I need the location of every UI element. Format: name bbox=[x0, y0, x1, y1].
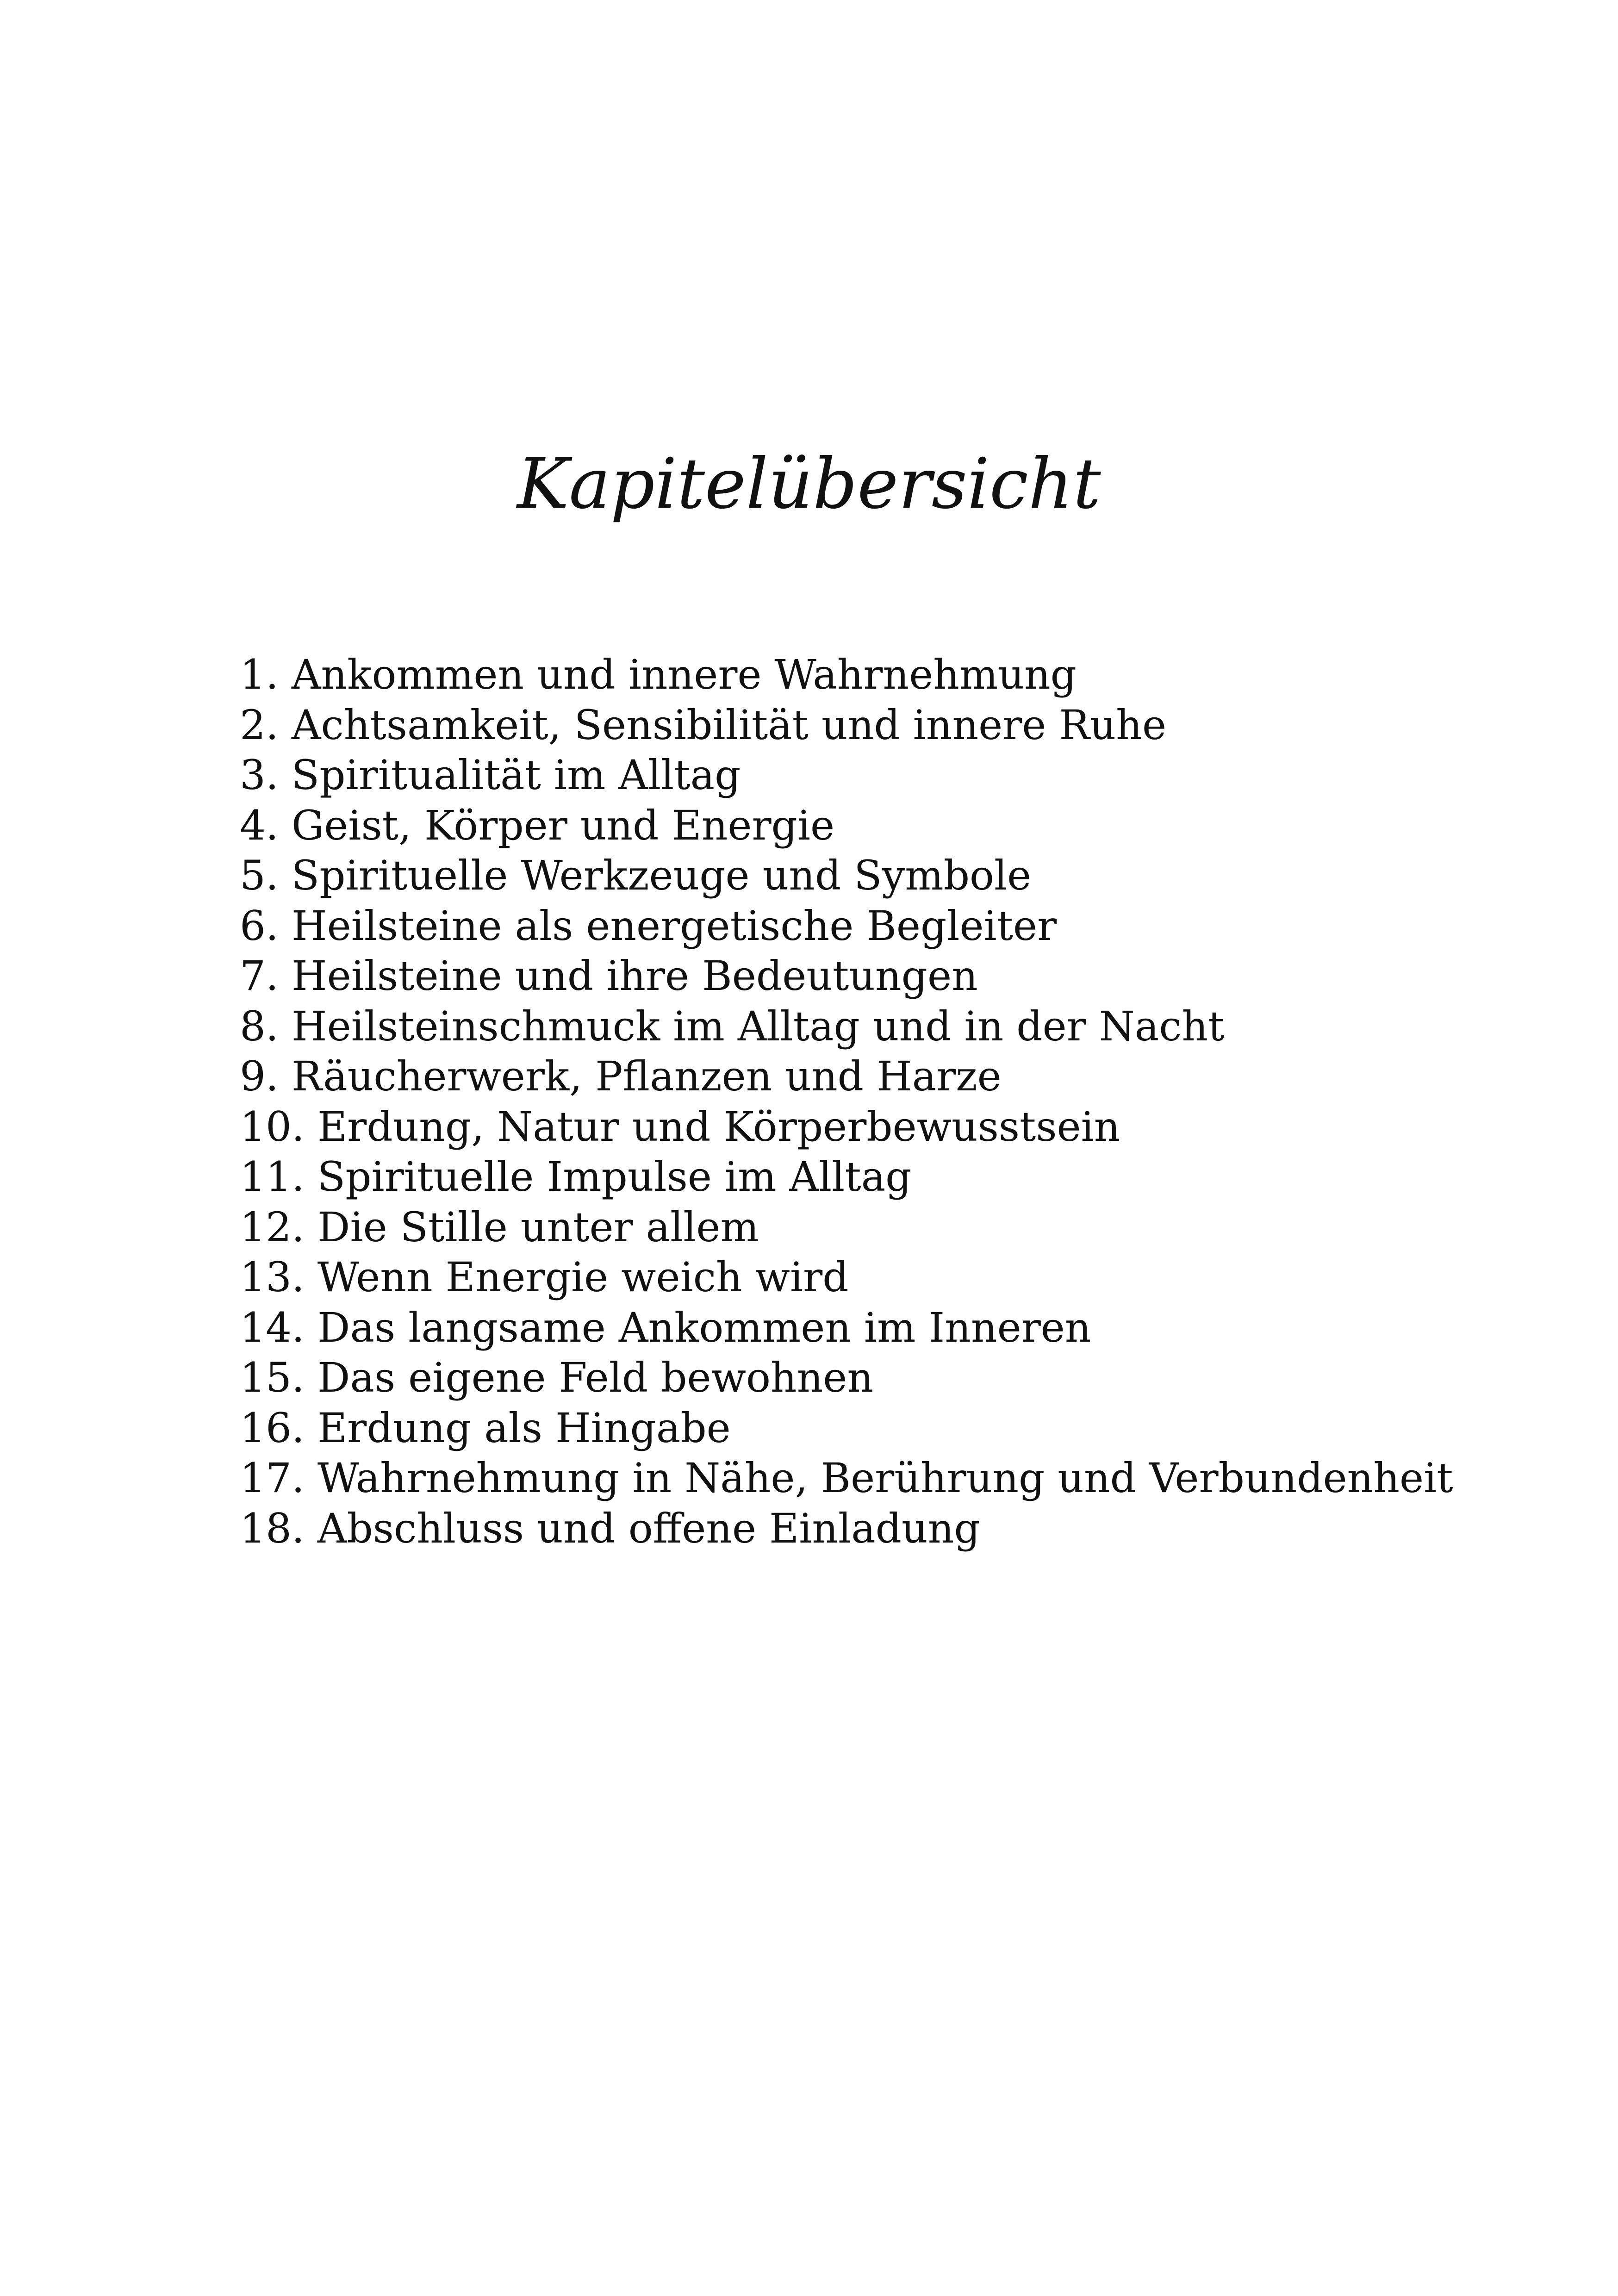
chapter-item: 8. Heilsteinschmuck im Alltag und in der Nacht bbox=[240, 1002, 1225, 1050]
chapter-item: 13. Wenn Energie weich wird bbox=[240, 1253, 849, 1301]
chapter-item: 12. Die Stille unter allem bbox=[240, 1203, 759, 1251]
chapter-item: 14. Das langsame Ankommen im Inneren bbox=[240, 1303, 1091, 1351]
chapter-item: 15. Das eigene Feld bewohnen bbox=[240, 1354, 874, 1401]
chapter-item: 2. Achtsamkeit, Sensibilität und innere Ruhe bbox=[240, 701, 1167, 749]
page-title: Kapitelübersicht bbox=[517, 444, 1101, 524]
chapter-item: 3. Spiritualität im Alltag bbox=[240, 751, 741, 799]
chapter-item: 1. Ankommen und innere Wahrnehmung bbox=[240, 651, 1077, 698]
chapter-item: 10. Erdung, Natur und Körperbewusstsein bbox=[240, 1102, 1120, 1151]
chapter-item: 18. Abschluss und offene Einladung bbox=[240, 1504, 980, 1552]
chapter-item: 5. Spirituelle Werkzeuge und Symbole bbox=[240, 852, 1032, 899]
chapter-item: 11. Spirituelle Impulse im Alltag bbox=[240, 1153, 912, 1201]
chapter-item: 9. Räucherwerk, Pflanzen und Harze bbox=[240, 1052, 1002, 1100]
chapter-item: 16. Erdung als Hingabe bbox=[240, 1404, 731, 1452]
chapter-list bbox=[240, 650, 1582, 1554]
chapter-item: 4. Geist, Körper und Energie bbox=[240, 801, 835, 849]
chapter-item: 6. Heilsteine als energetische Begleiter bbox=[240, 902, 1057, 950]
chapter-item: 17. Wahrnehmung in Nähe, Berührung und Verbundenheit bbox=[240, 1454, 1453, 1502]
chapter-item: 7. Heilsteine und ihre Bedeutungen bbox=[240, 952, 978, 1000]
